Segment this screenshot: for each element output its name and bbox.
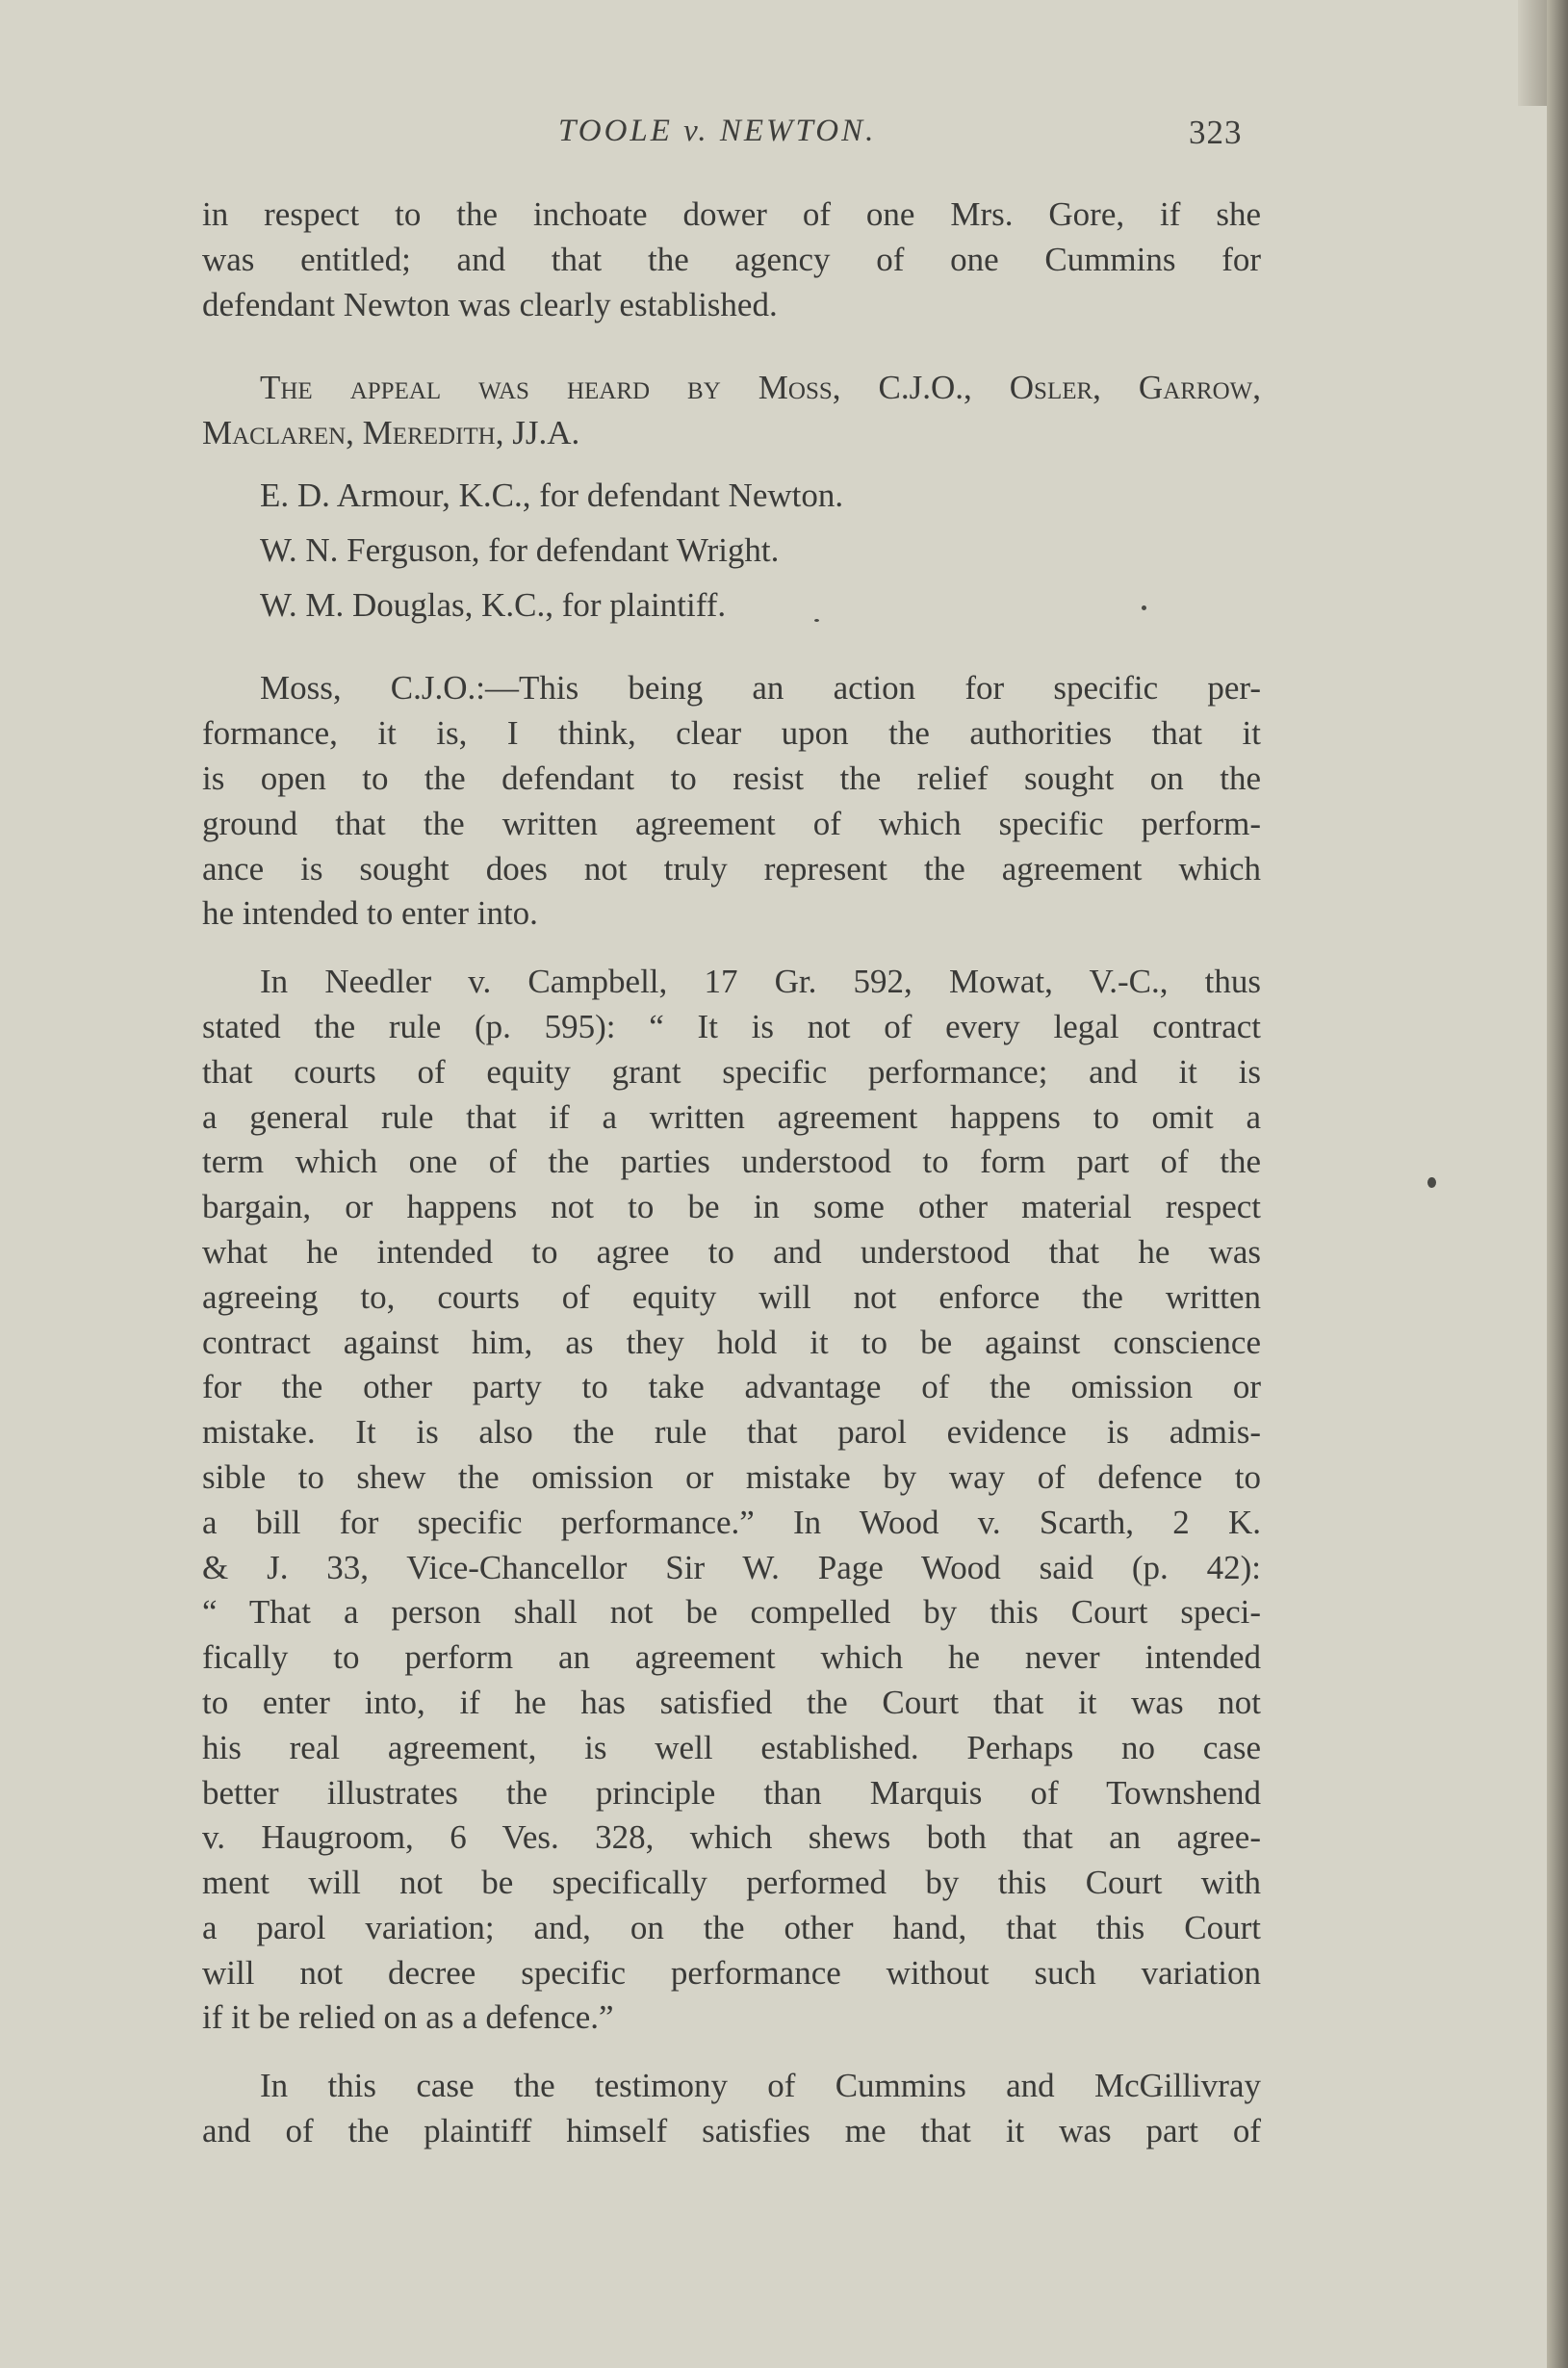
text-line: agreeing to, courts of equity will not enforce the written — [202, 1277, 1261, 1316]
text-line: better illustrates the principle than Marquis of Townshend — [202, 1773, 1261, 1812]
judgment-paragraph — [202, 2064, 1261, 2154]
page-number: 323 — [1189, 114, 1243, 151]
text-line: v. Haugroom, 6 Ves. 328, which shews both that an agree- — [202, 1818, 1261, 1857]
text-line: in respect to the inchoate dower of one Mrs. Gore, if she — [202, 195, 1261, 233]
text-line: ment will not be specifically performed by this Court with — [202, 1864, 1261, 1902]
text-line: formance, it is, I think, clear upon the authorities that it — [202, 714, 1261, 753]
text-line: defendant Newton was clearly established. — [202, 285, 778, 323]
text-line: In this case the testimony of Cummins and McGillivray — [260, 2067, 1261, 2105]
text-line: to enter into, if he has satisfied the Court that it was not — [202, 1683, 1261, 1721]
counsel-list — [202, 474, 1261, 628]
text-line: is open to the defendant to resist the relief sought on the — [202, 759, 1261, 797]
text-line: Moss, C.J.O.:—This being an action for specific per- — [260, 669, 1261, 708]
text-line: mistake. It is also the rule that parol evidence is admis- — [202, 1413, 1261, 1452]
text-line: he intended to enter into. — [202, 894, 538, 933]
page-edge-shadow-top — [1518, 0, 1547, 106]
text-line: contract against him, as they hold it to be against conscience — [202, 1323, 1261, 1361]
text-line: his real agreement, is well established. Perhaps no case — [202, 1728, 1261, 1766]
text-line: a parol variation; and, on the other hand, that this Court — [202, 1908, 1261, 1946]
body-text — [202, 193, 1261, 2154]
text-line: that courts of equity grant specific performance; and it is — [202, 1052, 1261, 1091]
text-line: and of the plaintiff himself satisfies me that it was part of — [202, 2112, 1261, 2150]
text-line: if it be relied on as a defence.” — [202, 1998, 614, 2037]
text-line: will not decree specific performance without such variation — [202, 1953, 1261, 1992]
text-line: a bill for specific performance.” In Wood v. Scarth, 2 K. — [202, 1503, 1261, 1541]
text-line: term which one of the parties understood to form part of the — [202, 1143, 1261, 1181]
running-head — [0, 114, 1568, 162]
counsel-line: W. N. Ferguson, for defendant Wright. — [260, 530, 780, 569]
text-line: for the other party to take advantage of the omission or — [202, 1368, 1261, 1406]
text-line: In Needler v. Campbell, 17 Gr. 592, Mowat, V.-C., thus — [260, 963, 1261, 1001]
appeal-heading-line: The appeal was heard by Moss, C.J.O., Osler, Garrow, — [260, 369, 1261, 407]
page-edge-shadow — [1547, 0, 1568, 2368]
judgment-paragraph — [202, 960, 1261, 2041]
text-line: stated the rule (p. 595): “ It is not of every legal contract — [202, 1007, 1261, 1045]
counsel-line: E. D. Armour, K.C., for defendant Newton. — [260, 476, 844, 514]
text-line: bargain, or happens not to be in some other material respect — [202, 1188, 1261, 1226]
counsel-line: W. M. Douglas, K.C., for plaintiff. — [260, 585, 727, 624]
text-line: a general rule that if a written agreement happens to omit a — [202, 1097, 1261, 1136]
scan-speck — [1427, 1177, 1436, 1188]
appeal-heading-line: Maclaren, Meredith, JJ.A. — [202, 414, 580, 452]
text-line: ground that the written agreement of which specific perform- — [202, 804, 1261, 842]
appeal-heading — [202, 366, 1261, 456]
text-line: was entitled; and that the agency of one Cummins for — [202, 240, 1261, 278]
text-line: & J. 33, Vice-Chancellor Sir W. Page Wood said (p. 42): — [202, 1548, 1261, 1586]
text-line: what he intended to agree to and understood that he was — [202, 1232, 1261, 1271]
text-line: “ That a person shall not be compelled by this Court speci- — [202, 1593, 1261, 1632]
judgment-paragraph — [202, 666, 1261, 937]
text-line: sible to shew the omission or mistake by way of defence to — [202, 1457, 1261, 1496]
running-title: TOOLE v. NEWTON. — [558, 114, 877, 148]
text-line: fically to perform an agreement which he never intended — [202, 1638, 1261, 1677]
text-line: ance is sought does not truly represent the agreement which — [202, 849, 1261, 888]
intro-paragraph — [202, 193, 1261, 327]
